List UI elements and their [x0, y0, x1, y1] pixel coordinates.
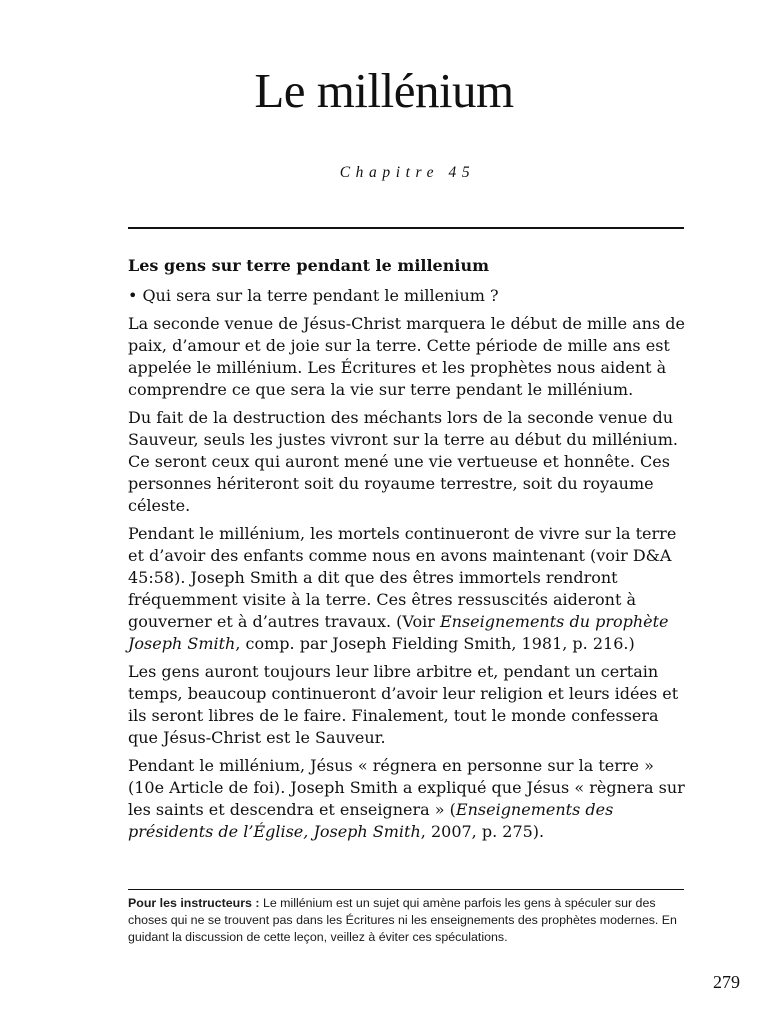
section-heading: Les gens sur terre pendant le millenium — [128, 256, 489, 275]
instructor-note — [128, 895, 688, 946]
bullet-icon: • — [128, 286, 138, 305]
paragraph-3-citation-title: Enseignements du prophète Joseph Smith — [128, 612, 669, 653]
instructor-note-text: Le millénium est un sujet qui amène parfois les gens à spéculer sur des choses qui ne se trouvent pas dans les Écritures ni les enseignements des prophètes modernes. En guidant la discussion de cette leçon, veillez à éviter ces spéculations. — [128, 896, 677, 944]
paragraph-5-citation-title: Enseignements des présidents de l’Église, Joseph Smith — [128, 800, 614, 841]
question-text: Qui sera sur la terre pendant le millenium ? — [142, 286, 499, 305]
paragraph-4: Les gens auront toujours leur libre arbitre et, pendant un certain temps, beaucoup continueront d’avoir leur religion et leurs idées et ils seront libres de le faire. Finalement, tout le monde confessera que Jésus-Christ est le Sauveur. — [128, 662, 679, 747]
note-divider — [128, 889, 684, 890]
title-divider — [128, 227, 684, 229]
paragraph-1: La seconde venue de Jésus-Christ marquera le début de mille ans de paix, d’amour et de joie sur la terre. Cette période de mille ans est appelée le millénium. Les Écritures et les prophètes nous aident à comprendre ce que sera la vie sur terre pendant le millénium. — [128, 314, 685, 399]
paragraph-3-text-a: Pendant le millénium, les mortels continueront de vivre sur la terre et d’avoir des enfants comme nous en avons maintenant (voir D&A 45:58). Joseph Smith a dit que des êtres immortels rendront fréquemment visite à la terre. Ces êtres ressuscités aideront à gouverner et à d’autres travaux. (Voir — [128, 524, 677, 631]
discussion-question — [128, 285, 686, 307]
paragraph-5-text-a: Pendant le millénium, Jésus « régnera en personne sur la terre » (10e Article de foi). Joseph Smith a expliqué que Jésus « règnera sur les saints et descendra et enseignera » ( — [128, 756, 685, 819]
chapter-label: Chapitre 45 — [339, 164, 476, 181]
instructor-note-label: Pour les instructeurs : — [128, 896, 260, 910]
paragraph-3-text-b: , comp. par Joseph Fielding Smith, 1981, p. 216.) — [235, 634, 635, 653]
paragraph-5 — [128, 755, 686, 843]
page-title: Le millénium — [254, 63, 514, 118]
paragraph-2: Du fait de la destruction des méchants lors de la seconde venue du Sauveur, seuls les justes vivront sur la terre au début du millénium. Ce seront ceux qui auront mené une vie vertueuse et honnête. Ces personnes hériteront soit du royaume terrestre, soit du royaume céleste. — [128, 408, 678, 515]
main-content — [128, 255, 686, 849]
paragraph-5-text-b: , 2007, p. 275). — [420, 822, 545, 841]
page-number: 279 — [713, 972, 740, 992]
paragraph-3 — [128, 523, 686, 655]
